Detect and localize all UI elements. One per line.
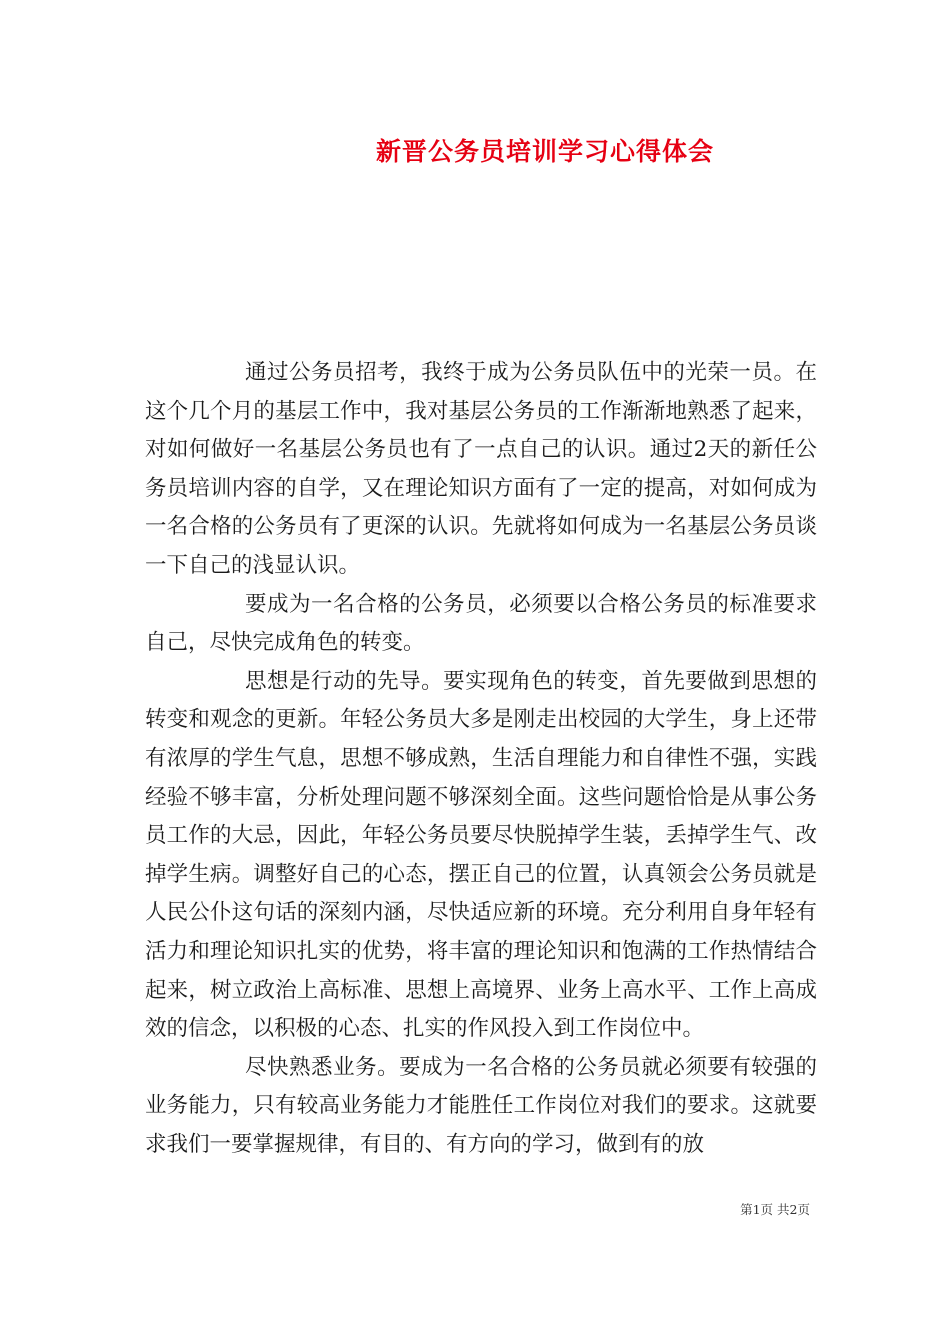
paragraph-2: 要成为一名合格的公务员，必须要以合格公务员的标准要求自己，尽快完成角色的转变。 [145, 591, 817, 656]
document-title: 新晋公务员培训学习心得体会 [375, 137, 714, 166]
paragraph-1: 通过公务员招考，我终于成为公务员队伍中的光荣一员。在这个几个月的基层工作中，我对基层公务员的工作渐渐地熟悉了起来，对如何做好一名基层公务员也有了一点自己的认识。通过2天的新任公务员培训内容的自学，又在理论知识方面有了一定的提高，对如何成为一名合格的公务员有了更深的认识。先就将如何成为一名基层公务员谈一下自己的浅显认识。 [145, 360, 817, 578]
document-body [145, 354, 817, 1164]
paragraph-3: 思想是行动的先导。要实现角色的转变，首先要做到思想的转变和观念的更新。年轻公务员大多是刚走出校园的大学生，身上还带有浓厚的学生气息，思想不够成熟，生活自理能力和自律性不强，实践经验不够丰富，分析处理问题不够深刻全面。这些问题恰恰是从事公务员工作的大忌，因此，年轻公务员要尽快脱掉学生装，丢掉学生气、改掉学生病。调整好自己的心态，摆正自己的位置，认真领会公务员就是人民公仆这句话的深刻内涵，尽快适应新的环境。充分利用自身年轻有活力和理论知识扎实的优势，将丰富的理论知识和饱满的工作热情结合起来，树立政治上高标准、思想上高境界、业务上高水平、工作上高成效的信念，以积极的心态、扎实的作风投入到工作岗位中。 [145, 668, 817, 1042]
paragraph-4: 尽快熟悉业务。要成为一名合格的公务员就必须要有较强的业务能力，只有较高业务能力才能胜任工作岗位对我们的要求。这就要求我们一要掌握规律，有目的、有方向的学习，做到有的放 [145, 1054, 817, 1157]
page-number-footer: 第1页 共2页 [740, 1202, 810, 1217]
